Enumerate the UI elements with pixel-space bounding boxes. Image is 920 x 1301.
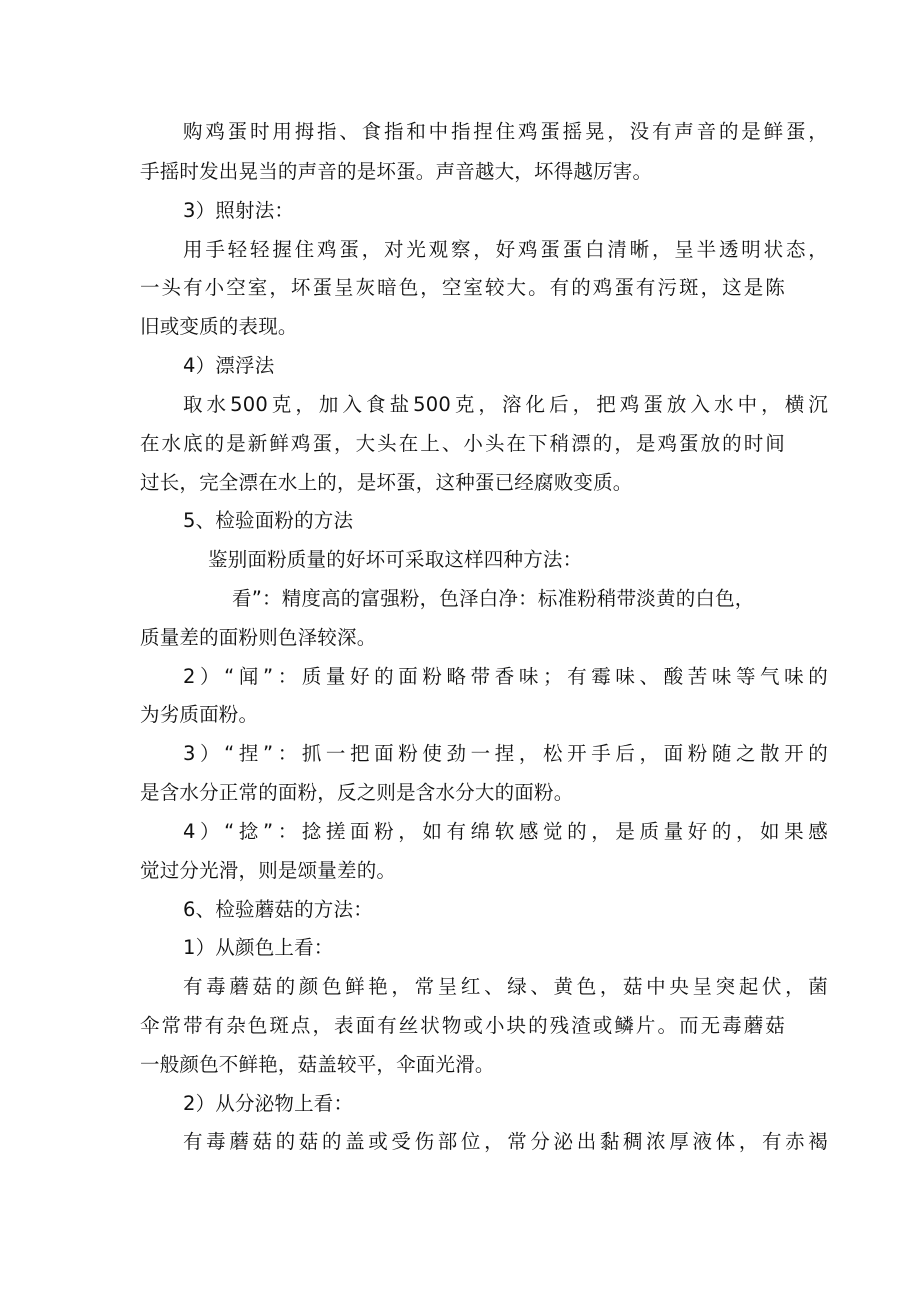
paragraph-line: 伞常带有杂色斑点，表面有丝状物或小块的残渣或鳞片。而无毒蘑菇	[140, 1014, 785, 1037]
paragraph-line: 在水底的是新鲜鸡蛋，大头在上、小头在下稍漂的，是鸡蛋放的时间	[140, 432, 785, 455]
paragraph-line: 有毒蘑菇的菇的盖或受伤部位，常分泌出黏稠浓厚液体，有赤褐	[183, 1130, 828, 1153]
paragraph-line: 一头有小空室，坏蛋呈灰暗色，空室较大。有的鸡蛋有污斑，这是陈	[140, 276, 785, 299]
paragraph-line: 3）“捏”：抓一把面粉使劲一捏，松开手后，面粉随之散开的	[183, 742, 828, 765]
section-heading: 4）漂浮法	[183, 354, 275, 377]
paragraph-line: 4）“捻”：捻搓面粉，如有绵软感觉的，是质量好的，如果感	[183, 820, 828, 843]
paragraph-line: 觉过分光滑，则是颂量差的。	[140, 859, 397, 882]
section-heading: 1）从颜色上看：	[183, 936, 334, 959]
section-heading: 5、检验面粉的方法	[183, 509, 354, 532]
paragraph-line: 看”：精度高的富强粉，色泽白净：标准粉稍带淡黄的白色，	[232, 587, 755, 610]
paragraph-line: 有毒蘑菇的颜色鲜艳，常呈红、绿、黄色，菇中央呈突起伏，菌	[183, 975, 828, 998]
paragraph-line: 取水500克，加入食盐500克，溶化后，把鸡蛋放入水中，横沉	[183, 393, 828, 416]
section-heading: 3）照射法：	[183, 199, 295, 222]
paragraph-line: 是含水分正常的面粉，反之则是含水分大的面粉。	[140, 781, 574, 804]
paragraph-line: 旧或变质的表现。	[140, 315, 298, 338]
paragraph-line: 过长，完全漂在水上的，是坏蛋，这种蛋已经腐败变质。	[140, 471, 633, 494]
paragraph-line: 质量差的面粉则色泽较深。	[140, 626, 377, 649]
paragraph-line: 手摇时发出晃当的声音的是坏蛋。声音越大，坏得越厉害。	[140, 160, 653, 183]
paragraph-line: 购鸡蛋时用拇指、食指和中指捏住鸡蛋摇晃，没有声音的是鲜蛋，	[183, 120, 828, 143]
paragraph-line: 为劣质面粉。	[140, 703, 259, 726]
section-heading: 6、检验蘑菇的方法：	[183, 898, 373, 921]
paragraph-line: 2）“闻”：质量好的面粉略带香味；有霉味、酸苦味等气味的	[183, 665, 828, 688]
paragraph-line: 一般颜色不鲜艳，菇盖较平，伞面光滑。	[140, 1053, 495, 1076]
paragraph-line: 用手轻轻握住鸡蛋，对光观察，好鸡蛋蛋白清晰，呈半透明状态，	[183, 238, 828, 261]
paragraph-line: 鉴别面粉质量的好坏可采取这样四种方法：	[208, 548, 583, 571]
section-heading: 2）从分泌物上看：	[183, 1092, 354, 1115]
